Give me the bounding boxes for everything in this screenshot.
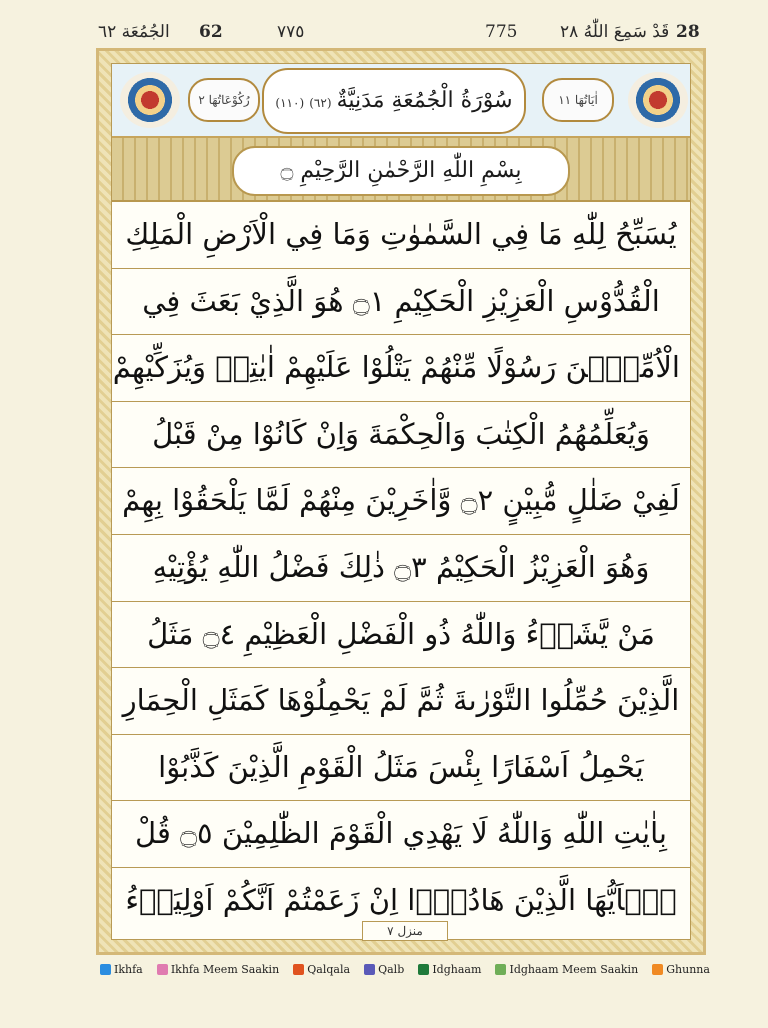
legend-label: Ikhfa bbox=[114, 962, 143, 976]
verse-line-10: بِاٰيٰتِ اللّٰهِ وَاللّٰهُ لَا يَهْدِي الْقَوْمَ الظّٰلِمِيْنَ ۝٥ قُلْ bbox=[112, 801, 690, 868]
juz-name: قَدْ سَمِعَ اللّٰهُ ٢٨ bbox=[560, 22, 670, 42]
verse-line-4: وَيُعَلِّمُهُمُ الْكِتٰبَ وَالْحِكْمَةَ وَاِنْ كَانُوْا مِنْ قَبْلُ bbox=[112, 402, 690, 469]
verse-lines bbox=[112, 202, 690, 925]
verse-line-1: يُسَبِّحُ لِلّٰهِ مَا فِي السَّمٰوٰتِ وَمَا فِي الْاَرْضِ الْمَلِكِ bbox=[112, 202, 690, 269]
page-number-arabic: ٧٧٥ bbox=[277, 22, 305, 42]
legend-item-ikhfa bbox=[100, 963, 143, 976]
legend-label: Qalqala bbox=[307, 962, 351, 976]
legend-item-idghaam-meem-saakin bbox=[495, 963, 638, 976]
star-icon bbox=[652, 964, 663, 975]
verse-line-6: وَهُوَ الْعَزِيْزُ الْحَكِيْمُ ۝٣ ذٰلِكَ فَضْلُ اللّٰهِ يُؤْتِيْهِ bbox=[112, 535, 690, 602]
star-icon bbox=[364, 964, 375, 975]
bismillah: بِسْمِ اللّٰهِ الرَّحْمٰنِ الرَّحِيْمِ ۝ bbox=[232, 146, 570, 196]
legend-item-ikhfa-meem-saakin bbox=[157, 963, 279, 976]
legend-item-qalb bbox=[364, 963, 404, 976]
ayat-count: اٰيَاتُهَا ١١ bbox=[542, 78, 614, 122]
star-icon bbox=[293, 964, 304, 975]
star-icon bbox=[495, 964, 506, 975]
verse-line-11: يٰۤاَيُّهَا الَّذِيْنَ هَادُوْۤا اِنْ زَعَمْتُمْ اَنَّكُمْ اَوْلِيَاۤءُ bbox=[125, 882, 677, 917]
legend-label: Ikhfa Meem Saakin bbox=[170, 962, 280, 976]
verse-line-7: مَنْ يَّشَاۤءُ وَاللّٰهُ ذُو الْفَضْلِ الْعَظِيْمِ ۝٤ مَثَلُ bbox=[112, 602, 690, 669]
ruku-count: رُكُوْعَاتُهَا ٢ bbox=[188, 78, 260, 122]
surah-title-band bbox=[112, 64, 690, 138]
surah-title: سُوْرَةُ الْجُمُعَةِ مَدَنِيَّةٌ bbox=[336, 88, 513, 113]
verse-line-8: الَّذِيْنَ حُمِّلُوا التَّوْرٰىةَ ثُمَّ لَمْ يَحْمِلُوْهَا كَمَثَلِ الْحِمَارِ bbox=[112, 668, 690, 735]
surah-title-cartouche bbox=[262, 68, 526, 134]
verse-line-3: الْاُمِّيّٖنَ رَسُوْلًا مِّنْهُمْ يَتْلُوْا عَلَيْهِمْ اٰيٰتِهٖ وَيُزَكِّيْهِمْ bbox=[112, 335, 690, 402]
legend-item-ghunna bbox=[652, 963, 710, 976]
star-icon bbox=[418, 964, 429, 975]
star-icon bbox=[100, 964, 111, 975]
surah-number-header: 62 bbox=[199, 22, 223, 42]
surah-name-header: الجُمُعَة ٦٢ bbox=[98, 22, 170, 42]
star-icon bbox=[157, 964, 168, 975]
flower-ornament-left-icon bbox=[120, 72, 180, 128]
legend-label: Ghunna bbox=[666, 962, 710, 976]
tajweed-legend bbox=[100, 958, 710, 980]
verse-line-5: لَفِيْ ضَلٰلٍ مُّبِيْنٍ ۝٢ وَّاٰخَرِيْنَ مِنْهُمْ لَمَّا يَلْحَقُوْا بِهِمْ bbox=[112, 468, 690, 535]
bismillah-band bbox=[112, 138, 690, 202]
flower-ornament-right-icon bbox=[628, 72, 688, 128]
text-area bbox=[111, 63, 691, 940]
legend-label: Idghaam Meem Saakin bbox=[509, 962, 639, 976]
verse-line-2: الْقُدُّوْسِ الْعَزِيْزِ الْحَكِيْمِ ۝١ هُوَ الَّذِيْ بَعَثَ فِي bbox=[112, 269, 690, 336]
surah-number: (٦٢) bbox=[309, 96, 332, 110]
page-header bbox=[0, 0, 768, 48]
juz-number: 28 bbox=[676, 22, 700, 42]
page-number-english: 775 bbox=[485, 22, 518, 42]
legend-label: Qalb bbox=[378, 962, 405, 976]
legend-label: Idghaam bbox=[432, 962, 482, 976]
legend-item-qalqala bbox=[293, 963, 350, 976]
revelation-order: (١١٠) bbox=[275, 96, 305, 110]
page-frame bbox=[96, 48, 706, 955]
verse-line-9: يَحْمِلُ اَسْفَارًا بِئْسَ مَثَلُ الْقَوْمِ الَّذِيْنَ كَذَّبُوْا bbox=[112, 735, 690, 802]
manzil-label: منزل ٧ bbox=[362, 921, 448, 941]
legend-item-idghaam bbox=[418, 963, 481, 976]
